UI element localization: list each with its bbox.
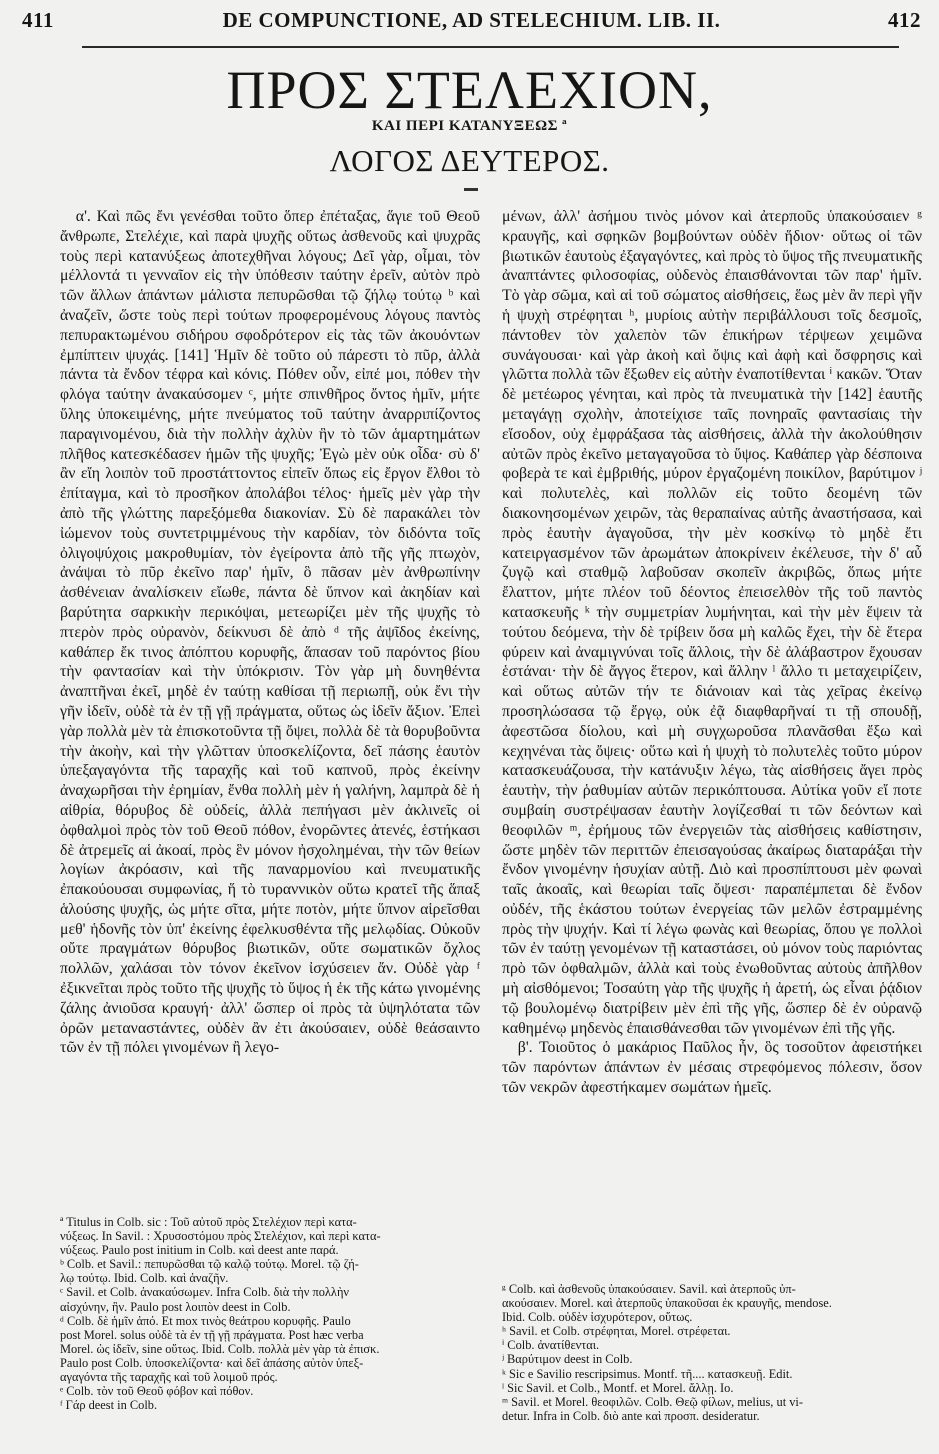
footnote-line: ᶜ Savil. et Colb. ἀνακαύσωμεν. Infra Colb. διὰ τὴν πολλὴν — [60, 1285, 350, 1300]
page-number-left: 411 — [22, 8, 54, 32]
footnote-line: ˡ Sic Savil. et Colb., Montf. et Morel. ἄλλῃ. Io. — [502, 1380, 734, 1395]
text-column-left — [60, 207, 480, 1058]
footnote-line: ʲ Βαρύτιμον deest in Colb. — [502, 1352, 633, 1367]
footnote-line: Morel. ὡς ἰδεῖν, sine οὕτως. Ibid. Colb. πολλὰ μὲν γὰρ τὰ ἐπισκ. — [60, 1341, 380, 1356]
footnote-line: ᵍ Colb. καὶ ἀσθενοῦς ὑπακούσαιεν. Savil. καὶ ἀτερποῦς ὑπ- — [502, 1282, 796, 1296]
footnote-line: ʰ Savil. et Colb. στρέφηται, Morel. στρέφεται. — [502, 1324, 731, 1339]
footnote-line: ⁱ Colb. ἀνατίθενται. — [502, 1338, 600, 1353]
footnote-line: detur. Infra in Colb. διὸ ante καὶ προσπ. desideratur. — [502, 1408, 760, 1423]
footnote-line: αἰσχύνην, ἣν. Paulo post λοιπὸν deest in Colb. — [60, 1299, 291, 1314]
footnote-line: ακούσαιεν. Morel. καὶ ἀτερποῦς ὑπακοῦσαι ἐκ κραυγῆς, mendose. — [502, 1296, 832, 1311]
paragraph-1-continued: μένων, ἀλλ' ἀσήμου τινὸς μόνον καὶ ἀτερποῦς ὑπακούσαιεν ᵍ κραυγῆς, καὶ σφηκῶν βομβούντων οὐδὲν ἥδιον· οὕτως οἱ τῶν βιωτικῶν ἑαυτοὺς ἐξαγαγόντες, καὶ πρὸς τὸ ὕψος τῆς πνευματικῆς ἀναπτάντες φιλοσοφίας, οὐδενὸς ἐπαισθάνονται τῶν παρ' ἡμῖν. Τὸ γὰρ σῶμα, καὶ αἱ τοῦ σώματος αἰσθήσεις, ἕως μὲν ἂν περὶ γῆν ἡ ψυχὴ στρέφηται ʰ, μυρίοις αὐτὴν περιβάλλουσι τοῖς δεσμοῖς, πάντοθεν τὸν χαλεπὸν τῶν ἐπικήρων τέρψεων χειμῶνα συνάγουσαι· καὶ γὰρ ἀκοὴ καὶ ὄψις καὶ ἀφὴ καὶ ὄσφρησις καὶ γλῶττα πολλὰ τῶν ἔξωθεν εἰς αὐτὴν ἐναποτίθενται ⁱ κακῶν. Ὅταν δὲ μετέωρος γένηται, καὶ πρὸς τὰ πνευματικὰ τὴν [142] ἑαυτῆς μεταγάγῃ σχολὴν, ἀποτείχισε ταῖς πονηραῖς φαντασίαις τὴν εἴσοδον, οὐχ ἐμφράξασα τὰς αἰσθήσεις, ἀλλὰ τὴν ἀκολούθησιν αὐτῶν πρὸς ἐκεῖνο μεταγαγοῦσα τὸ ὕψος. Καθάπερ γὰρ δέσποινα φοβερὰ τε καὶ ἐμβριθής, μύρον ἐργαζομένη ποικίλον, βαρύτιμον ʲ καὶ πολυτελὲς, καὶ πολλῶν εἰς τοῦτο δεομένη τῶν διακονησομένων χειρῶν, τὰς θεραπαίνας αὐτῆς ἀναστήσασα, καὶ πρὸς ἑαυτὴν ἀγαγοῦσα, τὴν μὲν κοσκίνῳ τὸ μηδὲ ἔτι κατειργασμένον τῶν ἀρωμάτων ἀποκρίνειν ἐκέλευσε, τὴν δ' αὖ ζυγῷ καὶ σταθμῷ λαβοῦσαν σκοπεῖν ἀκριβῶς, ὅπως μήτε ἔλαττον, μήτε πλέον τοῦ δέοντος ἐπεισελθὸν τῆς τοῦ παντὸς κατασκευῆς ᵏ τὴν συμμετρίαν λυμήνηται, καὶ τὴν μὲν ἕψειν τὰ τούτου δεόμενα, τὴν δὲ τρίβειν ὅσα μὴ καλῶς ἔχει, τὴν δὲ ἕτερα φύρειν καὶ ἀναμιγνύναι τοῖς ἄλλοις, τὴν δὲ ἀλάβαστρον ἔχουσαν ἑστάναι· τὴν δὲ ἄγγος ἕτερον, καὶ ἄλλην ˡ ἄλλο τι μεταχειρίζειν, καὶ οὕτως αὐτῶν τήν τε διάνοιαν καὶ τὰς χεῖρας ἐκείνῳ προσηλώσασα τῷ ἔργῳ, οὐκ ἐᾷ διαφθαρῆναί τι τῇ σπουδῇ, ἀφεστῶσα δίολου, καὶ μὴ συγχωροῦσα πλανᾶσθαι ἔξω καὶ κεχηνέναι τὰς ὄψεις· οὕτω καὶ ἡ ψυχὴ τὸ πολυτελὲς τοῦτο μύρον κατασκευάζουσα, τὴν κατάνυξιν λέγω, τὰς αἰσθήσεις ἄγει πρὸς ἑαυτὴν, τὴν ῥαθυμίαν αὐτῶν περικόπτουσα. Αὐτίκα γοῦν εἴ ποτε συμβαίη συστρέψασαν ἑαυτὴν λογίζεσθαί τι τῶν δεόντων καὶ θεοφιλῶν ᵐ, ἐρήμους τῶν ἐνεργειῶν τὰς αἰσθήσεις καθίστησιν, ὥστε μηδὲν τῶν περιττῶν ἐπεισαγούσας ἀκαίρως διαταράξαι τὴν ἔνδον γινομένην ἡσυχίαν αὐτῇ. Διὸ καὶ προσπίπτουσι μὲν φωναὶ ταῖς ἀκοαῖς, καὶ θεωρίαι ταῖς ὄψεσι· παραπέμπεται δὲ ἔνδον οὐδέν, τῆς ἑκάστου τούτων ἐνεργείας τῶν μελῶν ἐστραμμένης πρὸς τὴν ψυχήν. Καὶ τί λέγω φωνὰς καὶ θεωρίας, ὅπου γε πολλοὶ τῶν ἐν ταύτῃ γενομένων τῇ καταστάσει, οὐ μόνον τοὺς παριόντας πρὸ τῶν ὀφθαλμῶν, ἀλλὰ καὶ τοὺς ἐνωθοῦντας αὐτοὺς ἀπῆλθον μὴ αἰσθόμενοι; Τοσαύτη γὰρ τῆς ψυχῆς ἡ ἀρετή, ὡς εἶναι ῥᾴδιον τῷ βουλομένῳ διατρίβειν μὲν ἐπὶ τῆς γῆς, ὥσπερ δὲ ἐν οὐρανῷ καθημένῳ μηδενὸς ἐπαισθάνεσθαι τῶν γινομένων ἐπὶ τῆς γῆς. — [502, 208, 922, 1037]
work-subtitle: ΚΑΙ ΠΕΡΙ ΚΑΤΑΝΥΞΕΩΣ ª — [371, 118, 568, 134]
paragraph-1: α'. Καὶ πῶς ἔνι γενέσθαι τοῦτο ὅπερ ἐπέταξας, ἅγιε τοῦ Θεοῦ ἄνθρωπε, Στελέχιε, καὶ παρὰ ψυχῆς οὕτως ἀσθενοῦς καὶ ψυχρᾶς τοὺς περὶ κατανύξεως ἀποτεχθῆναι λόγους; Δεῖ γὰρ, οἶμαι, τὸν μέλλοντά τι γενναῖον εἰς τὴν ὑπόθεσιν ταύτην ἐρεῖν, αὐτὸν πρὸ τῶν ἄλλων ἁπάντων μάλιστα πεπυρῶσθαι τῷ ζήλῳ τούτῳ ᵇ καὶ ἀναζεῖν, ὥστε τοὺς περὶ τούτων προφερομένους λόγους παντὸς πεπυρακτωμένου σιδήρου σφοδρότερον εἰς τὰς τῶν ἀκουόντων ἐμπίπτειν ψυχάς. [141] Ἡμῖν δὲ τοῦτο οὐ πάρεστι τὸ πῦρ, ἀλλὰ πάντα τὰ ἔνδον τέφρα καὶ κόνις. Πόθεν οὖν, εἰπέ μοι, πόθεν τὴν φλόγα ταύτην ἀνακαύσομεν ᶜ, μήτε σπινθῆρος ὄντος ἡμῖν, μήτε ὕλης ὑποκειμένης, μήτε πνεύματος τοῦ ταύτην ἀναρριπίζοντος παραγινομένου, διὰ τὴν πολλὴν ἀχλὺν ἣν τὸ τῶν ἁμαρτημάτων πλῆθος κατεσκέδασεν ἡμῶν τῆς ψυχῆς; Ἐγὼ μὲν οὐκ οἶδα· σὺ δ' ἂν εἴη λοιπὸν τοῦ προστάττοντος εἰπεῖν ὅπως εἰς ἔργον ἔλθοι τὸ ἐπίταγμα, καὶ τὸ προσῆκον ἀπολάβοι τέλος· ἡμεῖς μὲν γὰρ τὴν ἀπὸ τῆς γλώττης παρεξόμεθα διακονίαν. Σὺ δὲ παρακάλει τὸν ἰώμενον τοὺς συντετριμμένους τὴν καρδίαν, τὸν διδόντα τοῖς ὀλιγοψύχοις μακροθυμίαν, τὸν ἐγείροντα ἀπὸ τῆς γῆς πτωχὸν, ἀνάψαι τὸ πῦρ ἐκεῖνο παρ' ἡμῖν, ὃ πᾶσαν μὲν ἀνθρωπίνην ἀσθένειαν ἀναλίσκειν εἴωθε, πάντα δὲ ὕπνον καὶ ἀκηδίαν καὶ βαρύτητα σαρκικὴν περικόψαι, μετεωρίζει μὲν τῆς ψυχῆς τὸ πτερὸν πρὸς οὐρανὸν, δείκνυσι δὲ ἀπὸ ᵈ τῆς ἀψῖδος ἐκείνης, καθάπερ ἔκ τινος ἀπόπτου κορυφῆς, ἅπασαν τοῦ παρόντος βίου τὴν φαντασίαν καὶ τὴν ὑπόκρισιν. Τὸν γὰρ μὴ δυνηθέντα ἀναπτῆναι ἐκεῖ, μηδὲ ἐν ταύτῃ καθίσαι τῇ περιωπῇ, οὐκ ἔνι τὴν γῆν ἰδεῖν, οὐδὲ τὰ ἐν τῇ γῇ πράγματα, οὕτως ὡς ἰδεῖν ἄξιον. Ἐπεὶ γὰρ πολλὰ μὲν τὰ ἐπισκοτοῦντα τῇ ὄψει, πολλὰ δὲ τὰ θορυβοῦντα τὴν ἀκοὴν, καὶ τὴν γλῶτταν ὑποσκελίζοντα, δεῖ πάσης ἑαυτὸν ὑπεξαγαγόντα τῆς ταραχῆς καὶ τοῦ καπνοῦ, πρὸς ἐκείνην ἀναχωρῆσαι τὴν ἐρημίαν, ἔνθα πολλὴ μὲν ἡ γαλήνη, λαμπρὰ δὲ ἡ αἰθρία, θόρυβος δὲ οὐδείς, ἀλλὰ πεπήγασι μὲν ἀκλινεῖς οἱ ὀφθαλμοὶ πρὸς τὸν τοῦ Θεοῦ πόθον, ἐνορῶντες ἀτενές, ἑστήκασι δὲ ἀτρεμεῖς αἱ ἀκοαί, πρὸς ἓν μόνον ἠσχολημέναι, τὴν τῶν θείων λογίων ἀκρόασιν, καὶ τῆς παναρμονίου καὶ πνευματικῆς ἐπακούουσαι συμφωνίας, ἥ τὸ τυραννικὸν οὕτω κρατεῖ τῆς ἅπαξ ἁλούσης ψυχῆς, ὡς μήτε σῖτα, μήτε ποτὸν, μήτε ὕπνον αἱρεῖσθαι μεθ' ἡδονῆς τὸν ὑπ' ἐκείνης ἐφελκυσθέντα τῆς μελῳδίας. Οὐκοῦν οὔτε πραγμάτων θόρυβος βιωτικῶν, οὔτε σωματικῶν ὄχλος πολλῶν, χαλάσαι τὸν τόνον ἐκεῖνον ἰσχύσειεν ἄν. Οὐδὲ γὰρ ᶠ ἐξικνεῖται πρὸς τοῦτο τῆς ψυχῆς τὸ ὕψος ἡ ἐκ τῆς κάτω γινομένης ζάλης ἀνιοῦσα κραυγή· ἀλλ' ὥσπερ οἱ πρὸς τὰ ὑψηλότατα τῶν ὀρῶν μεταναστάντες, οὐδὲν ἂν ἐτι ἀκούσαιεν, οὐδὲ θεάσαιντο τῶν ἐν τῇ πόλει γινομένων ἢ λεγο- — [60, 208, 480, 1057]
footnote-line: ᵇ Colb. et Savil.: πεπυρῶσθαι τῷ καλῷ τούτῳ. Morel. τῷ ζή- — [60, 1257, 359, 1272]
footnote-line: Ibid. Colb. οὐδὲν ἰσχυρότερον, οὕτως. — [502, 1310, 693, 1325]
book-heading: ΛΟΓΟΣ ΔΕΥΤΕΡΟΣ. — [329, 143, 610, 178]
footnote-line: ᶠ Γάρ deest in Colb. — [60, 1398, 158, 1413]
footnotes-right — [502, 1282, 922, 1423]
footnote-line: ᵉ Colb. τὸν τοῦ Θεοῦ φόβον καὶ πόθον. — [60, 1384, 254, 1399]
ornament-dash — [464, 188, 478, 191]
work-title: ΠΡΟΣ ΣΤΕΛΕΧΙΟΝ, — [226, 60, 713, 120]
paragraph-2: β'. Τοιοῦτος ὁ μακάριος Παῦλος ἦν, ὃς τοσοῦτον ἀφειστήκει τῶν παρόντων ἁπάντων ἐν μέσαις στρεφόμενος πόλεσιν, ὅσον τῶν νεκρῶν ἀφεστήκαμεν σωμάτων ἡμεῖς. — [502, 1039, 922, 1097]
footnote-line: ª Titulus in Colb. sic : Τοῦ αὐτοῦ πρὸς Στελέχιον περὶ κατα- — [60, 1215, 357, 1229]
header-rule — [82, 46, 899, 48]
page-number-right: 412 — [888, 8, 921, 32]
footnote-line: νύξεως. Paulo post initium in Colb. καὶ deest ante παρά. — [60, 1243, 339, 1258]
footnote-line: αγαγόντα τῆς ταραχῆς καὶ τοῦ λοιμοῦ πρός. — [60, 1370, 278, 1385]
footnote-line: νύξεως. In Savil. : Χρυσοστόμου πρὸς Στελέχιον, καὶ περὶ κατα- — [60, 1229, 381, 1244]
footnote-line: post Morel. solus οὐδὲ τὰ ἐν τῇ γῇ πράγματα. Post hæc verba — [60, 1327, 364, 1342]
footnote-line: ᵏ Sic e Savilio rescripsimus. Montf. τῆ.... κατασκευῇ. Edit. — [502, 1366, 793, 1381]
footnote-line: λῳ τούτῳ. Ibid. Colb. καὶ ἀναζῆν. — [60, 1271, 229, 1286]
footnote-line: ᵈ Colb. δὲ ἡμῖν ἀπό. Et mox τινὸς θεάτρου κορυφῆς. Paulo — [60, 1313, 351, 1328]
running-header — [22, 4, 921, 34]
footnote-line: Paulo post Colb. ὑποσκελίζοντα· καὶ δεῖ ἀπάσης αὐτὸν ὑπεξ- — [60, 1355, 364, 1370]
text-column-right — [502, 207, 922, 1098]
running-title: DE COMPUNCTIONE, AD STELECHIUM. LIB. II. — [222, 8, 721, 32]
footnote-line: ᵐ Savil. et Morel. θεοφιλῶν. Colb. Θεῷ φίλων, melius, ut vi- — [502, 1394, 803, 1409]
footnotes-left — [60, 1215, 480, 1412]
